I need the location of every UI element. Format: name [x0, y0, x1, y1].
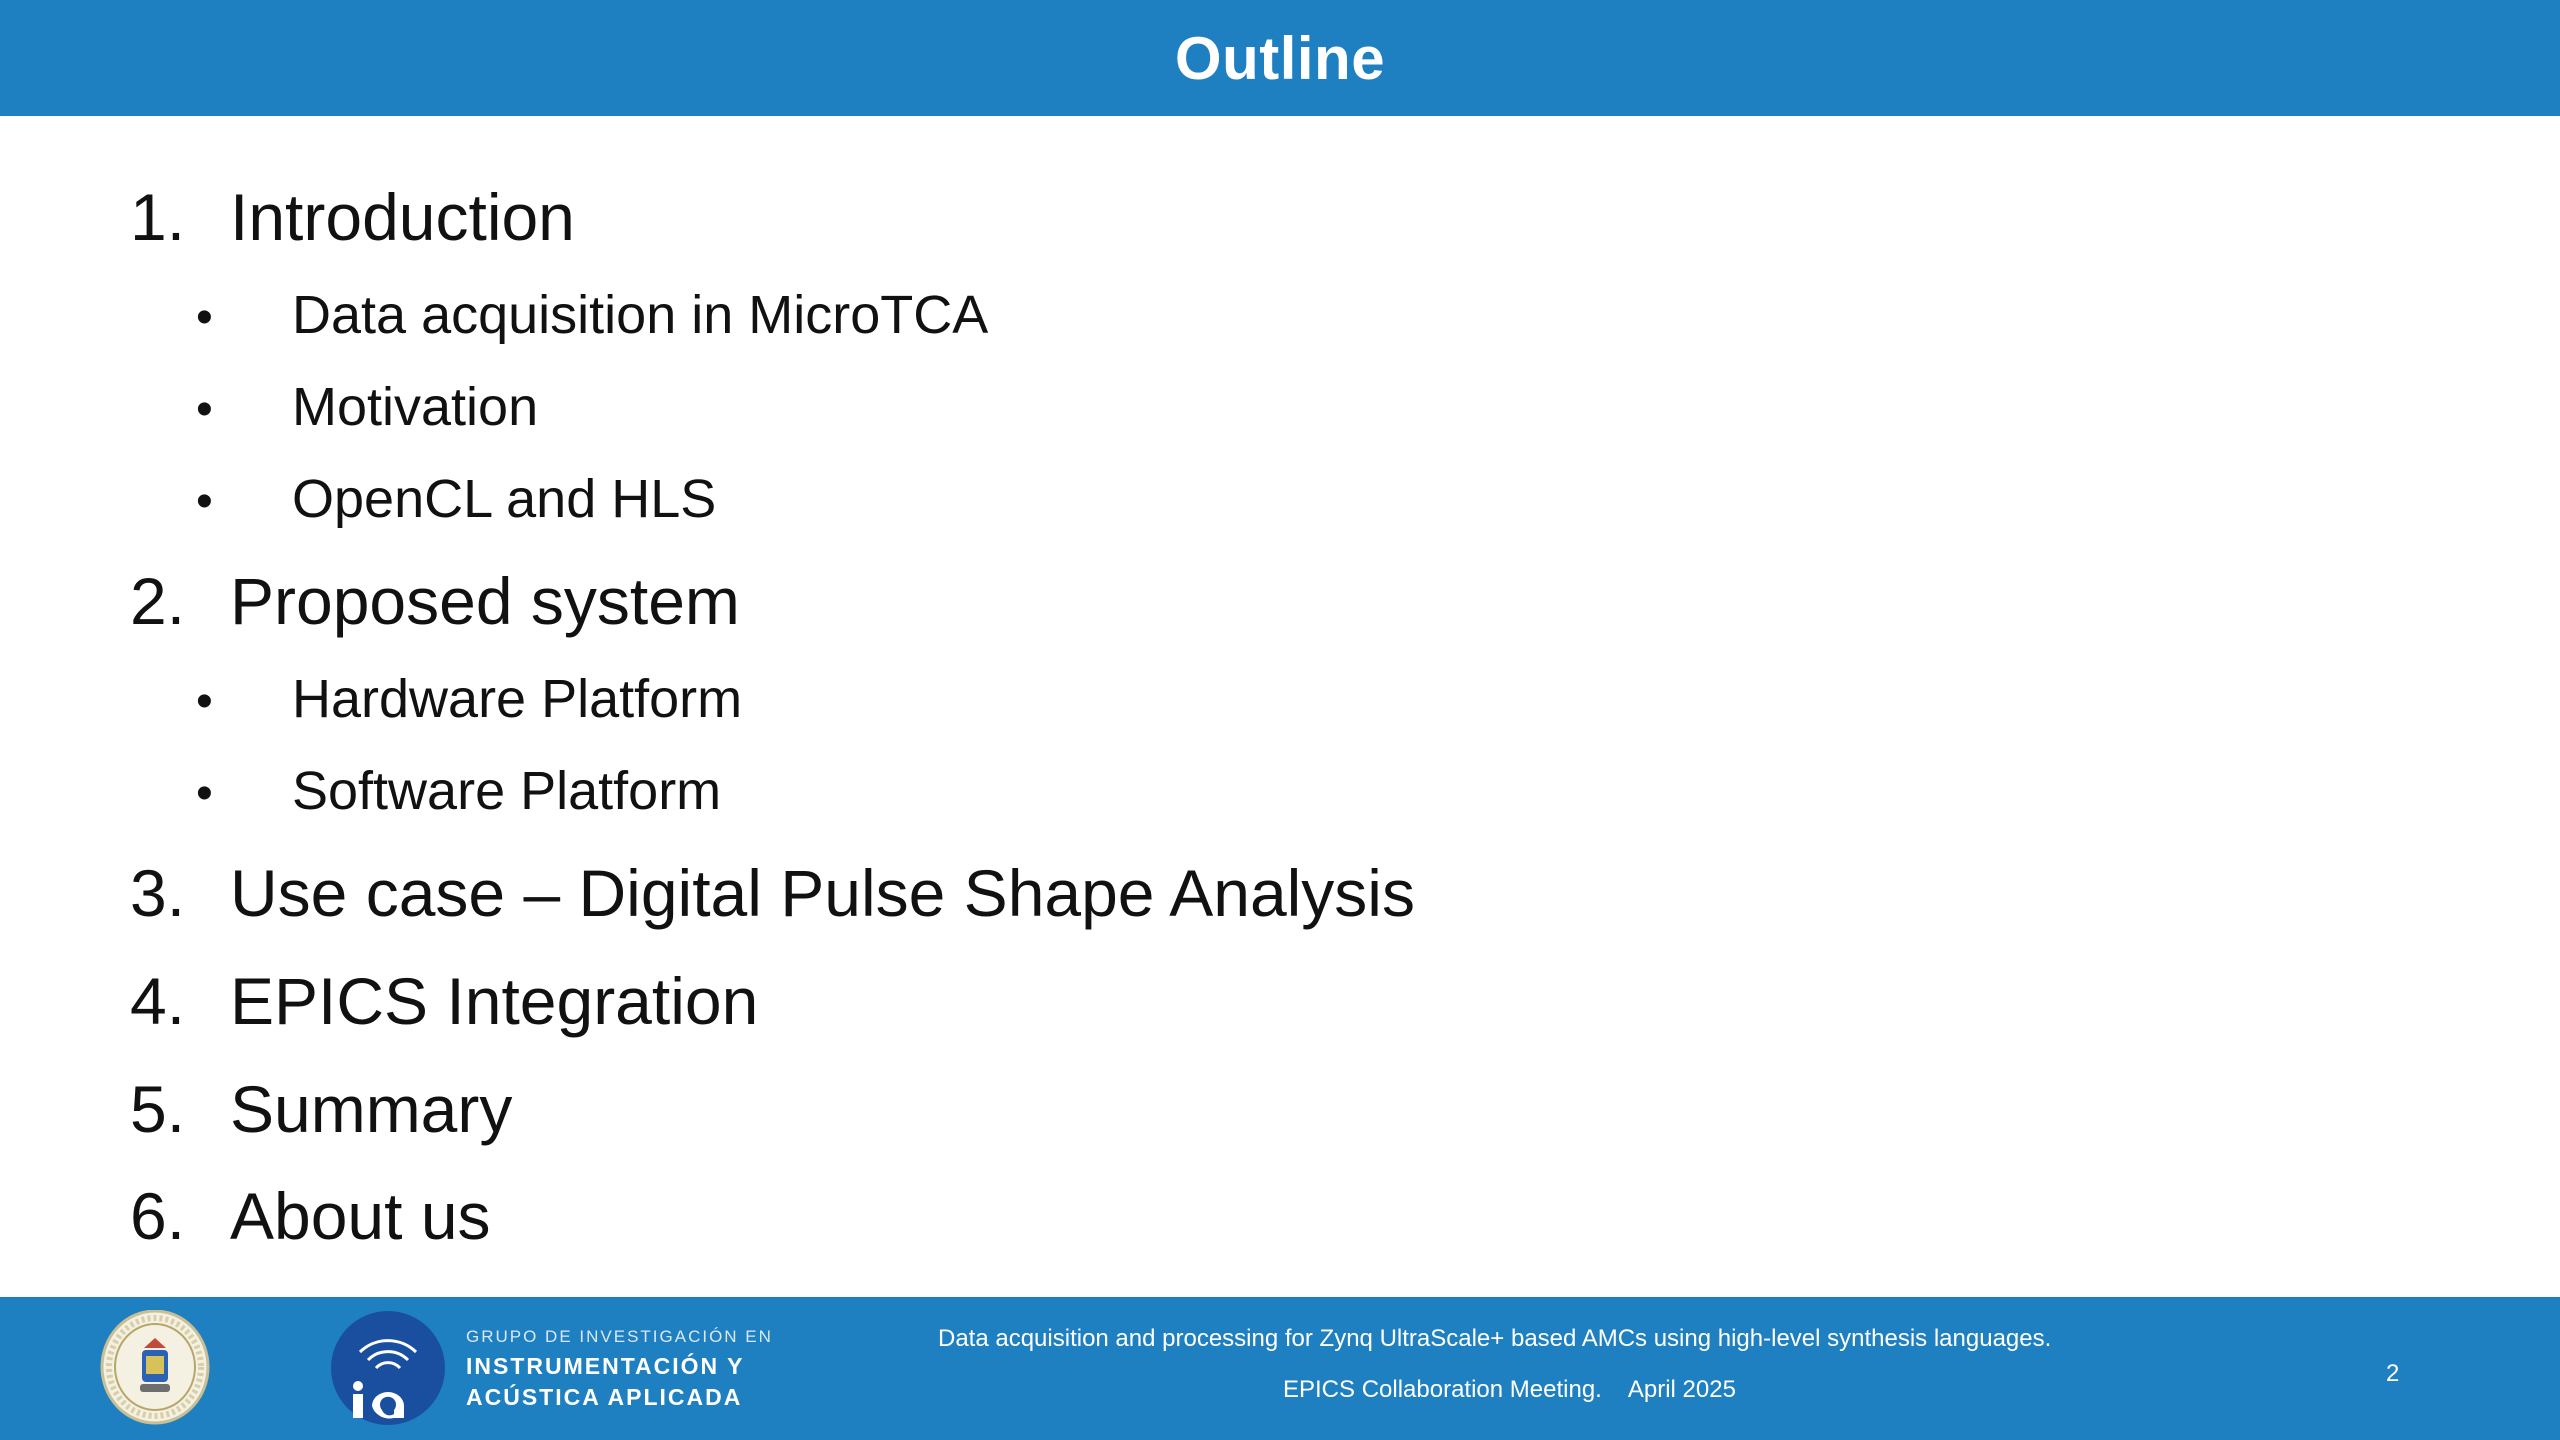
outline-subitem — [196, 469, 717, 529]
event-line — [1283, 1376, 1736, 1404]
outline-subitem-label: Software Platform — [292, 761, 722, 821]
outline-subitem-label: OpenCL and HLS — [292, 469, 717, 529]
outline-subitem — [196, 377, 539, 437]
outline-item-number: 4. — [130, 964, 186, 1038]
bullet-icon: • — [196, 383, 213, 436]
outline-item-number: 6. — [130, 1179, 186, 1253]
outline-item — [130, 564, 740, 638]
outline-item — [130, 856, 1415, 930]
group-name-line2: INSTRUMENTACIÓN Y — [466, 1353, 745, 1379]
outline-item-number: 5. — [130, 1072, 186, 1146]
outline-item-label: Use case – Digital Pulse Shape Analysis — [230, 856, 1415, 930]
outline-item-label: About us — [230, 1179, 491, 1253]
event-date: April 2025 — [1627, 1376, 1736, 1403]
outline-subitem-label: Hardware Platform — [292, 669, 743, 729]
university-seal-icon — [100, 1310, 210, 1425]
outline-subitem-label: Motivation — [292, 377, 539, 437]
outline-item — [130, 1072, 513, 1146]
event-name: EPICS Collaboration Meeting. — [1283, 1376, 1602, 1403]
outline-item-label: EPICS Integration — [230, 964, 759, 1038]
slide-footer — [0, 1297, 2560, 1440]
slide-title: Outline — [1174, 24, 1386, 92]
outline-subitem — [196, 669, 743, 729]
bullet-icon: • — [196, 291, 213, 344]
group-name-line1: GRUPO DE INVESTIGACIÓN EN — [466, 1327, 773, 1346]
outline-item-number: 2. — [130, 564, 186, 638]
talk-title: Data acquisition and processing for Zynq UltraScale+ based AMCs using high-level synthesis languages. — [938, 1325, 2052, 1352]
bullet-icon: • — [196, 675, 213, 728]
page-number: 2 — [2386, 1360, 2400, 1387]
outline-item-number: 3. — [130, 856, 186, 930]
outline-item — [130, 180, 575, 254]
bullet-icon: • — [196, 475, 213, 528]
outline-item-label: Summary — [230, 1072, 513, 1146]
outline-subitem — [196, 285, 989, 345]
outline-item — [130, 1179, 491, 1253]
outline-subitem-label: Data acquisition in MicroTCA — [292, 285, 989, 345]
outline-item-label: Proposed system — [230, 564, 740, 638]
outline-item — [130, 964, 759, 1038]
bullet-icon: • — [196, 767, 213, 820]
group-logo-icon — [330, 1310, 446, 1426]
outline-item-label: Introduction — [230, 180, 575, 254]
outline-item-number: 1. — [130, 180, 186, 254]
outline-subitem — [196, 761, 722, 821]
group-name-line3: ACÚSTICA APLICADA — [466, 1384, 743, 1410]
